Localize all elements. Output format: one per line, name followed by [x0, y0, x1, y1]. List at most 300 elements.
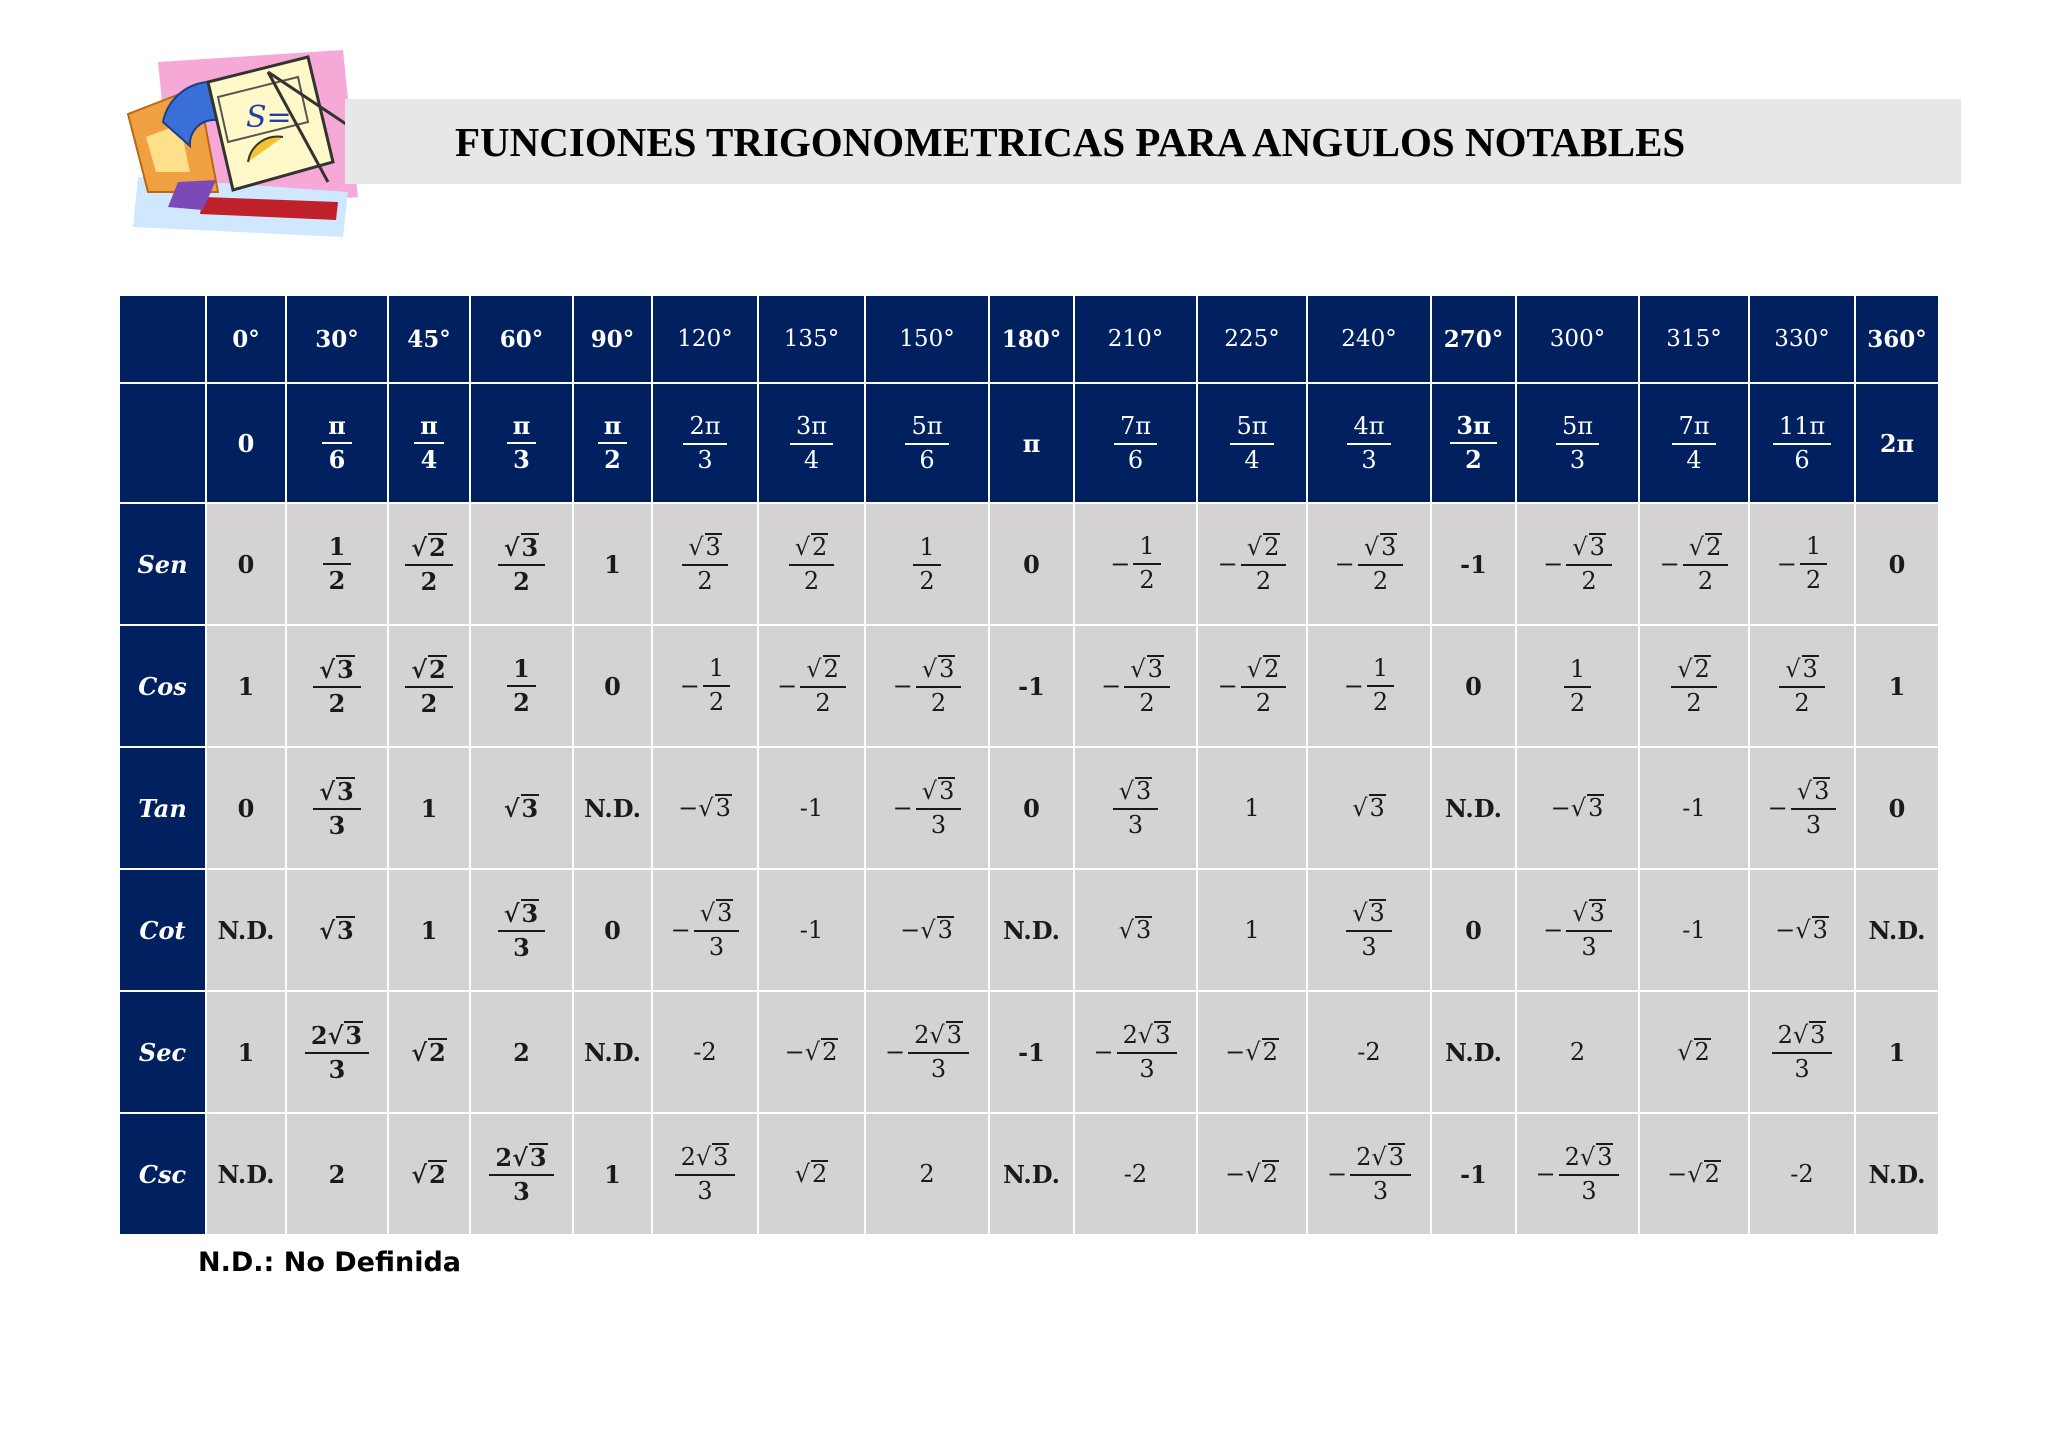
fraction — [1772, 1021, 1833, 1083]
math-expr — [604, 916, 621, 945]
math-expr — [1543, 899, 1612, 961]
denominator: 3 — [513, 932, 530, 962]
fraction — [405, 533, 452, 595]
fraction — [675, 1143, 736, 1205]
math-expr — [584, 794, 641, 823]
math-expr — [604, 550, 621, 579]
radicand: 2 — [822, 1038, 838, 1066]
radian-text: π — [1022, 428, 1041, 458]
angle-radian-cell — [758, 383, 865, 503]
radian-expr — [507, 412, 537, 473]
value-cell — [1197, 1113, 1307, 1235]
math-text: 0 — [237, 793, 255, 823]
math-expr — [1003, 916, 1060, 945]
radian-text: 0 — [237, 428, 255, 458]
denominator: 2 — [328, 688, 346, 718]
angle-radian-cell — [1855, 383, 1939, 503]
function-row-csc — [119, 1113, 1939, 1235]
math-expr — [313, 777, 360, 839]
numerator: √3 — [1791, 777, 1837, 810]
math-expr — [1244, 916, 1259, 944]
radicand: 2 — [429, 532, 446, 562]
radicand: 2 — [429, 1159, 446, 1189]
numerator: √3 — [313, 655, 360, 688]
math-expr — [1119, 916, 1153, 944]
angle-radian-cell — [865, 383, 989, 503]
math-expr — [313, 655, 360, 717]
value-cell — [573, 625, 652, 747]
math-text: -2 — [1357, 1038, 1381, 1066]
value-cell — [1197, 625, 1307, 747]
radicand: 3 — [1812, 916, 1828, 944]
value-cell — [470, 625, 573, 747]
value-cell — [989, 625, 1074, 747]
math-text: √2 — [411, 1159, 446, 1189]
radian-expr — [1880, 429, 1914, 458]
numerator: √3 — [1566, 899, 1612, 932]
value-cell — [865, 869, 989, 991]
numerator: 11π — [1773, 413, 1831, 445]
radicand: 2 — [1704, 1160, 1720, 1188]
radicand: 3 — [521, 532, 539, 562]
math-expr — [1543, 533, 1612, 595]
math-text: 0 — [1465, 671, 1482, 701]
denominator: 2 — [803, 566, 820, 595]
math-text: −√3 — [678, 794, 731, 822]
math-expr — [1357, 1038, 1380, 1066]
math-expr — [1003, 1160, 1060, 1189]
math-expr — [913, 534, 940, 595]
denominator: 3 — [513, 445, 530, 474]
value-cell — [286, 625, 388, 747]
value-cell — [1639, 869, 1749, 991]
angle-radian-cell — [1074, 383, 1197, 503]
value-cell — [1307, 869, 1431, 991]
angle-degree-cell: 60° — [470, 295, 573, 383]
numerator: 2π — [683, 413, 726, 445]
denominator: 3 — [513, 1176, 530, 1206]
minus-sign: − — [1543, 916, 1564, 944]
radian-text: 2π — [1879, 428, 1915, 458]
denominator: 3 — [1581, 932, 1597, 961]
math-text: 1 — [237, 1037, 255, 1067]
denominator: 2 — [1139, 688, 1155, 717]
value-cell — [1855, 625, 1939, 747]
math-expr — [1244, 794, 1259, 822]
math-expr — [1682, 916, 1705, 944]
denominator: 2 — [1686, 688, 1702, 717]
function-name-cell: Cos — [119, 625, 206, 747]
value-cell — [1516, 869, 1639, 991]
corner-cell — [119, 383, 206, 503]
denominator: 2 — [604, 445, 621, 474]
value-cell — [1074, 869, 1197, 991]
value-cell — [758, 747, 865, 869]
math-text: 0 — [604, 915, 621, 945]
radian-expr — [905, 413, 948, 474]
value-cell — [865, 625, 989, 747]
fraction — [1346, 899, 1392, 961]
minus-sign: − — [1343, 672, 1364, 700]
math-expr — [498, 533, 545, 595]
function-row-sec — [119, 991, 1939, 1113]
radicand: 3 — [521, 898, 539, 928]
value-cell — [758, 991, 865, 1113]
math-expr — [1124, 1160, 1147, 1188]
radicand: 3 — [1589, 532, 1605, 561]
math-text: −√2 — [1225, 1160, 1278, 1188]
radian-expr — [1556, 413, 1599, 474]
fraction — [1347, 413, 1390, 474]
value-cell — [573, 747, 652, 869]
math-expr — [1536, 1143, 1620, 1205]
angle-degree-cell: 210° — [1074, 295, 1197, 383]
math-text: √2 — [411, 1037, 446, 1067]
denominator: 4 — [1244, 445, 1260, 474]
angle-degree-cell: 120° — [652, 295, 758, 383]
angle-radian-cell — [388, 383, 470, 503]
radicand: 3 — [715, 794, 731, 822]
value-cell — [286, 747, 388, 869]
numerator: √2 — [1671, 655, 1717, 688]
radicand: 3 — [1589, 898, 1605, 927]
math-text: -1 — [1682, 794, 1706, 822]
math-expr — [323, 533, 352, 594]
value-cell — [989, 869, 1074, 991]
math-expr — [421, 916, 438, 945]
denominator: 3 — [1372, 1176, 1389, 1205]
denominator: 2 — [1805, 566, 1822, 594]
value-cell — [573, 503, 652, 625]
math-text: 2 — [919, 1160, 935, 1188]
numerator: √2 — [800, 655, 846, 688]
radian-expr — [683, 413, 726, 474]
radicand: 3 — [1369, 898, 1385, 927]
denominator: 2 — [1372, 566, 1389, 595]
angle-degree-cell: 240° — [1307, 295, 1431, 383]
value-cell — [1749, 625, 1855, 747]
minus-sign: − — [1327, 1160, 1348, 1188]
function-row-sen — [119, 503, 1939, 625]
fraction — [1564, 656, 1591, 717]
angle-degree-cell: 0° — [206, 295, 286, 383]
fraction — [916, 777, 962, 839]
denominator: 6 — [328, 445, 346, 474]
radicand: 3 — [705, 532, 721, 561]
value-cell — [1516, 503, 1639, 625]
numerator: 2√3 — [1772, 1021, 1833, 1054]
angle-radian-cell — [573, 383, 652, 503]
denominator: 2 — [1139, 566, 1155, 594]
math-text: √3 — [503, 793, 539, 823]
value-cell — [1749, 991, 1855, 1113]
math-expr — [1460, 1160, 1487, 1189]
value-cell — [1855, 991, 1939, 1113]
math-expr — [1772, 1021, 1833, 1083]
angle-degree-cell: 180° — [989, 295, 1074, 383]
numerator: √2 — [1241, 655, 1287, 688]
value-cell — [286, 1113, 388, 1235]
math-expr — [1110, 533, 1160, 594]
math-expr — [1779, 655, 1825, 717]
numerator: √3 — [1124, 655, 1170, 688]
value-cell — [470, 869, 573, 991]
fraction — [683, 413, 726, 474]
math-expr — [1667, 1160, 1721, 1188]
math-tools-clipart-icon — [118, 42, 368, 242]
radicand: 3 — [521, 793, 539, 823]
math-text: N.D. — [1444, 793, 1503, 823]
function-name-cell: Sen — [119, 503, 206, 625]
function-name-cell: Tan — [119, 747, 206, 869]
fraction — [1367, 655, 1394, 716]
math-expr — [513, 1038, 530, 1067]
numerator: 2√3 — [1350, 1143, 1411, 1176]
fraction — [313, 777, 360, 839]
value-cell — [1749, 747, 1855, 869]
value-cell — [388, 625, 470, 747]
radicand: 2 — [1262, 1160, 1278, 1188]
denominator: 3 — [1127, 810, 1144, 839]
value-cell — [652, 869, 758, 991]
denominator: 3 — [1794, 1054, 1810, 1083]
denominator: 3 — [328, 810, 346, 840]
math-expr — [489, 1143, 553, 1205]
math-text: √3 — [1118, 916, 1152, 944]
function-row-cos — [119, 625, 1939, 747]
numerator: 1 — [913, 534, 940, 566]
math-expr — [893, 655, 962, 717]
minus-sign: − — [1217, 550, 1238, 578]
math-text: -2 — [693, 1038, 717, 1066]
math-expr — [329, 1160, 346, 1189]
radian-expr — [1450, 412, 1496, 473]
denominator: 2 — [513, 566, 530, 596]
math-text: 0 — [1888, 549, 1906, 579]
minus-sign: − — [1659, 550, 1680, 578]
math-expr — [1889, 672, 1906, 701]
math-expr — [405, 533, 452, 595]
denominator: 2 — [1794, 688, 1810, 717]
value-cell — [1197, 991, 1307, 1113]
math-expr — [1445, 1038, 1502, 1067]
fraction — [703, 655, 730, 716]
radicand: 2 — [429, 654, 446, 684]
value-cell — [865, 991, 989, 1113]
value-cell — [1307, 1113, 1431, 1235]
fraction — [916, 655, 962, 717]
numerator: π — [598, 412, 628, 444]
angle-degree-cell: 135° — [758, 295, 865, 383]
math-text: 0 — [1888, 793, 1906, 823]
numerator: 7π — [1672, 413, 1715, 445]
angle-radian-cell — [989, 383, 1074, 503]
math-expr — [678, 794, 732, 822]
fraction — [489, 1143, 553, 1205]
function-row-tan — [119, 747, 1939, 869]
fraction — [905, 413, 948, 474]
value-cell — [470, 991, 573, 1113]
math-expr — [238, 550, 255, 579]
fraction — [1241, 655, 1287, 717]
math-text: 1 — [1244, 916, 1260, 944]
value-cell — [206, 991, 286, 1113]
math-text: -1 — [1682, 916, 1706, 944]
math-expr — [1682, 794, 1705, 822]
fraction — [414, 412, 444, 473]
minus-sign: − — [1767, 794, 1788, 822]
value-cell — [865, 747, 989, 869]
angle-degree-cell: 90° — [573, 295, 652, 383]
fraction — [694, 899, 740, 961]
value-cell — [470, 747, 573, 869]
value-cell — [206, 747, 286, 869]
radicand: 3 — [337, 654, 354, 684]
minus-sign: − — [777, 672, 798, 700]
angle-degree-cell: 300° — [1516, 295, 1639, 383]
radian-expr — [1023, 429, 1041, 458]
math-text: 1 — [604, 549, 621, 579]
function-name-cell: Cot — [119, 869, 206, 991]
page-title: FUNCIONES TRIGONOMETRICAS PARA ANGULOS NOTABLES — [455, 119, 1686, 165]
denominator: 4 — [420, 445, 438, 474]
value-cell — [989, 503, 1074, 625]
angle-degree-cell: 150° — [865, 295, 989, 383]
minus-sign: − — [1543, 550, 1564, 578]
radicand: 3 — [939, 654, 955, 683]
numerator: 2√3 — [675, 1143, 736, 1176]
numerator: 1 — [323, 533, 352, 565]
value-cell — [573, 1113, 652, 1235]
math-text: 1 — [237, 671, 255, 701]
fraction — [498, 533, 545, 595]
radicand: 2 — [429, 1037, 446, 1067]
denominator: 2 — [930, 688, 947, 717]
minus-sign: − — [1535, 1160, 1556, 1188]
numerator: √2 — [789, 533, 835, 566]
value-cell — [1197, 869, 1307, 991]
numerator: √3 — [1346, 899, 1392, 932]
radicand: 2 — [1694, 1038, 1710, 1066]
radian-expr — [1347, 413, 1390, 474]
value-cell — [286, 503, 388, 625]
minus-sign: − — [1776, 550, 1797, 578]
fraction — [800, 655, 846, 717]
value-cell — [652, 747, 758, 869]
math-text: 1 — [420, 915, 438, 945]
value-cell — [1074, 991, 1197, 1113]
fraction — [1241, 533, 1287, 595]
math-expr — [584, 1038, 641, 1067]
radicand: 3 — [937, 916, 953, 944]
radian-expr — [322, 412, 352, 473]
minus-sign: − — [1110, 550, 1131, 578]
fraction — [1773, 413, 1831, 474]
radicand: 2 — [1264, 654, 1280, 683]
fraction — [1791, 777, 1837, 839]
numerator: 1 — [1133, 533, 1160, 565]
math-expr — [893, 777, 962, 839]
math-text: N.D. — [583, 793, 642, 823]
math-text: 2 — [328, 1159, 346, 1189]
value-cell — [1855, 869, 1939, 991]
value-cell — [573, 991, 652, 1113]
value-cell — [1074, 503, 1197, 625]
math-expr — [1465, 672, 1482, 701]
radian-expr — [1230, 413, 1273, 474]
value-cell — [1639, 503, 1749, 625]
math-text: 0 — [237, 549, 255, 579]
value-cell — [1855, 503, 1939, 625]
radicand: 3 — [1810, 1020, 1826, 1049]
value-cell — [865, 1113, 989, 1235]
fraction — [323, 533, 352, 594]
radicand: 3 — [1147, 654, 1163, 683]
denominator: 3 — [697, 1176, 713, 1205]
numerator: √3 — [916, 777, 962, 810]
math-text: 0 — [604, 671, 621, 701]
math-text: -2 — [1790, 1160, 1814, 1188]
fraction — [1450, 412, 1496, 473]
math-expr — [1344, 655, 1394, 716]
numerator: √2 — [405, 655, 452, 688]
math-text: 0 — [1465, 915, 1482, 945]
math-expr — [1889, 794, 1906, 823]
fraction — [1683, 533, 1729, 595]
angle-degree-cell: 225° — [1197, 295, 1307, 383]
math-text: N.D. — [1868, 915, 1926, 945]
math-text: N.D. — [1444, 1037, 1503, 1067]
angle-radian-cell — [1749, 383, 1855, 503]
value-cell — [470, 503, 573, 625]
math-expr — [900, 916, 954, 944]
value-cell — [1307, 991, 1431, 1113]
radian-expr — [598, 412, 628, 473]
value-cell — [1516, 1113, 1639, 1235]
value-cell — [573, 869, 652, 991]
angle-degree-cell: 270° — [1431, 295, 1516, 383]
denominator: 3 — [697, 445, 713, 474]
value-cell — [758, 503, 865, 625]
numerator: √3 — [498, 533, 545, 566]
numerator: 2√3 — [305, 1021, 369, 1054]
fraction — [789, 533, 835, 595]
numerator: √3 — [1358, 533, 1404, 566]
math-expr — [604, 672, 621, 701]
numerator: 3π — [790, 413, 833, 445]
value-cell — [1431, 503, 1516, 625]
value-cell — [388, 1113, 470, 1235]
value-cell — [388, 747, 470, 869]
value-cell — [1855, 1113, 1939, 1235]
denominator: 3 — [1139, 1054, 1155, 1083]
math-expr — [1660, 533, 1729, 595]
numerator: 4π — [1347, 413, 1390, 445]
math-expr — [498, 899, 545, 961]
numerator: 5π — [905, 413, 948, 445]
math-text: √3 — [1352, 794, 1385, 822]
radicand: 3 — [1369, 794, 1385, 822]
fraction — [1230, 413, 1273, 474]
math-expr — [675, 1143, 736, 1205]
radian-expr — [1672, 413, 1715, 474]
value-cell — [1431, 747, 1516, 869]
value-cell — [1639, 991, 1749, 1113]
math-expr — [693, 1038, 716, 1066]
angle-radian-cell — [1431, 383, 1516, 503]
math-expr — [1868, 916, 1925, 945]
numerator: 2√3 — [1117, 1021, 1178, 1054]
